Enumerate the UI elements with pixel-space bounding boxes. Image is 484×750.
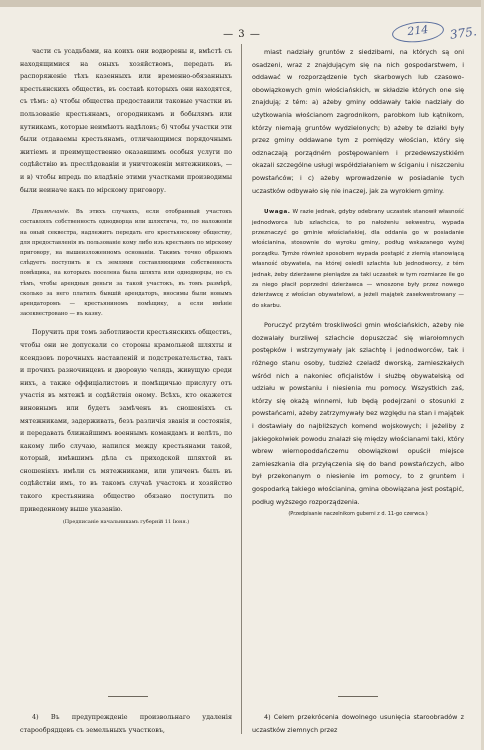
left-paragraph-1: части съ усадьбами, на коихъ они водворены и, вмѣстѣ съ находящимися на оныхъ хозяйствомъ, передать въ распоряженіе тѣхъ казенныхъ или временно-обязанныхъ крестьянскихъ обществъ, въ составѣ которыхъ они находятся, съ тѣмъ: а) чтобы общества предоставили таковые участки въ пользованіе крестьянамъ, огородникамъ и бобылямъ или кутникамъ, которые неимѣютъ надѣловъ; б) чтобы участки эти были отдаваемы крестьянамъ, отличающимся порядочнымъ житіемъ и преимущественно оказавшимъ особыя услуги по содѣйствію въ преслѣдованіи и уничтоженіи мятежниковъ, — и в) чтобы впредь по владѣніе этими участками производимы были неиначе какъ по мірскому приговору. <box>20 48 232 194</box>
left-last-paragraph: 4) Въ предупрежденіе произвольнаго удаленія старообрядцевъ съ земельныхъ участковъ, <box>20 713 232 734</box>
stamp-number: 214 <box>406 22 429 39</box>
right-paragraph-1: miast nadziały gruntów z siedzibami, na których są oni osadzeni, wraz z znajdującym się na nich gospodarstwem, i oddawać w rozporządzenie tych skarbowych lub czasowo-obowiązkowych gmin włościańskich, w składzie których one się znajdują; z tém: a) ażeby gminy oddawały takie nadziały do użytkowania włościanom zagrodnikom, parobkom lub kątnikom, którzy niemają gruntów wydzielonych; b) ażeby te działki były przez gminy oddawane tym z pomiędzy włościan, który się odznaczają porządném postępowaniem i przedewszystkiém okazali szczególne usługi współdziałaniem w ściganiu i niszczeniu powstańców; i c) ażeby wprowadzenie w posiadanie tych uczastków odbywało się nie inaczej, jak za wyrokiem gminy. <box>252 48 464 195</box>
column-divider <box>241 44 242 734</box>
right-source: (Przedpisanie naczelnikom guberni z d. 11-go czerwca.) <box>288 511 428 518</box>
left-section-rule <box>108 696 148 697</box>
left-note-label: Примѣчаніе. <box>32 209 70 216</box>
right-section-rule <box>338 696 378 697</box>
right-note-label: Uwaga. <box>264 209 291 216</box>
left-column <box>20 46 232 527</box>
right-last-paragraph: 4) Celem przekrócenia dowolnego usunięcia staroobradów z uczastków ziemnych przez <box>252 713 464 734</box>
right-note <box>252 207 464 311</box>
archive-stamp <box>391 19 445 44</box>
right-note-text: W razie jednak, gdyby odebrany uczastek stanowił własność jednodworca lub szlachcica, to po nałożeniu sekwestru, wypada przeznaczyć go gminie włościańskiej, dla oddania go w posiadanie włościanina, stosownie do wyroku gminy, podług wskazanego wyżej porządku. Tymże również sposobem wypada postąpić z ziemią stanowiącą własność obywatela, na której osiedli szlachta lub jednodworcy, z tém jednak, żeby dzierżawne pieniądze za taki uczastek w tym rozmiarze ile go za niego płacił poprzedni dzierżawca — wnoszone były przez nowego dzierżawcę z włościan obywatelowi, a jeżeli majątek zasekwestrowany — do skarbu. <box>252 209 464 309</box>
page-number: — 3 — <box>223 29 261 40</box>
spacer <box>20 319 232 327</box>
top-edge-strip <box>0 0 484 7</box>
right-paragraph-2: Poruczyć przytém troskliwości gmin włościańskich, ażeby nie dozwalały burzliwej szlachcie dopuszczać się wiarołomnych postępków i wstrzymywały jak szlachtę i jednodworców, tak i różnego stanu osoby, tudzież czeladź dworską, zamieszkałych wśród nich a nakoniec oficjalistów i służbę obywatelską od udziału w powstaniu i niesienia mu pomocy. Wszystkich zaś, którzy się okażą winnemi, lub będą podejrzani o stosunki z powstańcami, ażeby zatrzymywały bez względu na stan i majątek i dostawiały do najbliższych komend wojskowych; i jeżeliby z jakiegokolwiek powodu znalazł się między włościanami taki, który wbrew wiernopoddańczemu obowiązkowi opuścił miejsce zamieszkania dla przyłączenia się do band powstańczych, albo był przekonanym o niesienie im pomocy, to z gruntem i gospodarką takiego włościanina, gmina obowiązana jest postąpić, podług wyższego rozporządzenia. <box>252 321 464 506</box>
left-paragraph-2: Поручить при томъ заботливости крестьянскихъ обществъ, чтобы они не допускали со стороны крамольной шляхты и ксендзовъ порочныхъ наставленій и подстрекательства, такъ и прочихъ разночинцевъ и дворовую челядь, живущую среди нихъ, а также оффиціалистовъ и помѣщичью прислугу отъ участія въ мятежѣ и содѣйствія оному. Всѣхъ, кто окажется виновнымъ или будетъ замѣченъ въ сношеніяхъ съ мятежниками, задерживать, безъ различія званія и состоянія, и передавать ближайшимъ военнымъ командамъ и велѣть, по какому либо случаю, напился между крестьянами такой, который, имѣвшимъ дѣла съ приходской шляхтой въ сношеніяхъ имѣли съ мятежниками, или уличенъ былъ въ содѣйствіи имъ, то въ такомъ случаѣ участокъ и хозяйство такого крестьянина общество обязано поступить по приведенному выше указанію. <box>20 329 232 513</box>
right-column <box>252 46 464 519</box>
left-note <box>20 207 232 319</box>
archive-number: 375. <box>449 24 478 42</box>
left-note-text: Въ этихъ случаяхъ, если отобранный участокъ составлялъ собственность однодворца или шляхтича, то, по наложеніи на оный секвестра, надлежитъ передать его крестьянскому обществу, для предоставленія въ пользованіе кому либо изъ крестьянъ по мірскому приговору, на вышеизложенномъ основаніи. Такимъ точно образомъ слѣдуетъ поступить и съ землями составляющими собственность помѣщика, на которыхъ поселена была шляхта или однодворцы, но съ тѣмъ, чтобы арендныя деньги за такой участокъ, въ томъ размѣрѣ, сколько за него платилъ бывшій арендаторъ, вносимы были новымъ арендаторомъ — крестьяниномъ помѣщику, а если имѣніе засеквестровано — въ казну. <box>20 209 232 318</box>
left-source: (Предписаніе начальникамъ губерній 11 Іюня.) <box>62 519 190 526</box>
spacer <box>252 311 464 319</box>
